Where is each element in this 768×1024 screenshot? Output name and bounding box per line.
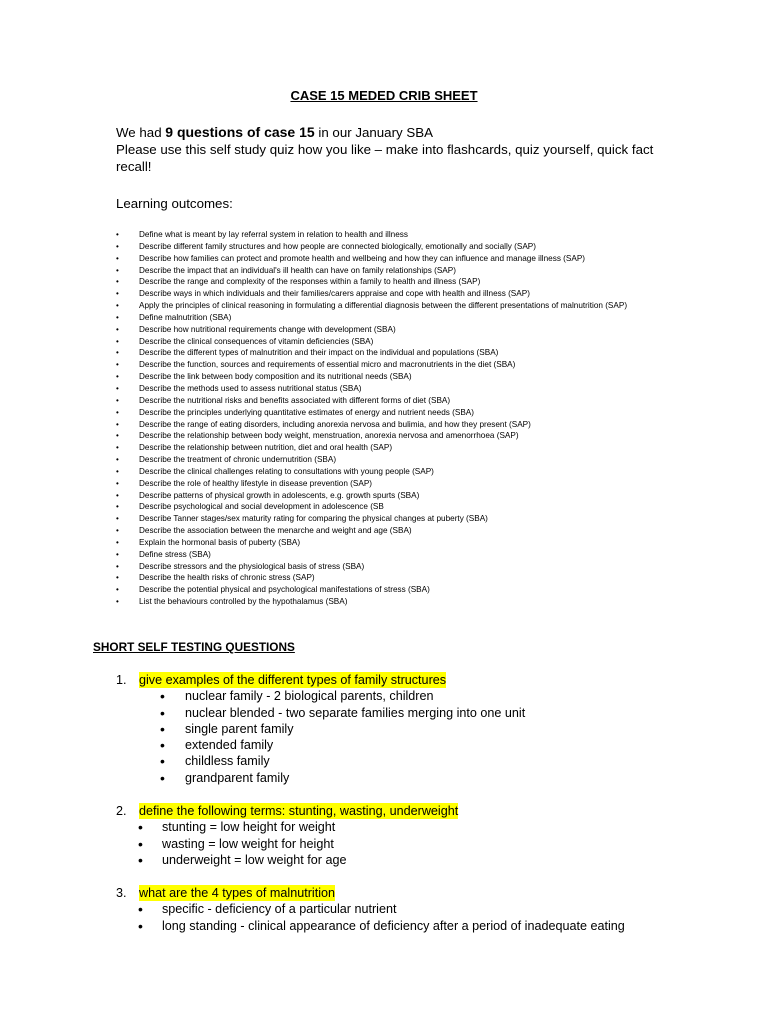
learning-outcome-item: • Define stress (SBA) (116, 549, 676, 561)
question-text: give examples of the different types of family structures (139, 673, 447, 687)
learning-outcome-item: • Describe the relationship between body weight, menstruation, anorexia nervosa and amenorrhoea (SAP) (116, 430, 676, 442)
learning-outcome-item: • Describe the clinical consequences of vitamin deficiencies (SBA) (116, 336, 676, 348)
learning-outcomes-list (116, 229, 676, 608)
short-self-testing-heading: SHORT SELF TESTING QUESTIONS (93, 640, 295, 654)
learning-outcome-item: • Describe the clinical challenges relating to consultations with young people (SAP) (116, 466, 676, 478)
answer-item: • extended family (116, 737, 716, 753)
intro-text (116, 124, 676, 175)
intro-line2: Please use this self study quiz how you like – make into flashcards, quiz yourself, quick fact recall! (116, 142, 654, 174)
question-number: 1. (116, 673, 127, 687)
learning-outcome-item: • Describe psychological and social development in adolescence (SB (116, 501, 676, 513)
answer-list (116, 688, 716, 786)
learning-outcome-item: • Describe the methods used to assess nutritional status (SBA) (116, 383, 676, 395)
learning-outcome-item: • Describe the function, sources and requirements of essential micro and macronutrients in the diet (SBA) (116, 359, 676, 371)
learning-outcome-item: • Apply the principles of clinical reasoning in formulating a differential diagnosis between the different presentations of malnutrition (SAP) (116, 300, 676, 312)
learning-outcome-item: • Describe different family structures and how people are connected biologically, emotionally and socially (SAP) (116, 241, 676, 253)
answer-item: • wasting = low weight for height (116, 836, 716, 852)
intro-post: in our January SBA (314, 125, 433, 140)
page-title: CASE 15 MEDED CRIB SHEET (290, 88, 478, 103)
question-number: 2. (116, 804, 127, 818)
learning-outcomes-heading: Learning outcomes: (116, 196, 233, 211)
learning-outcome-item: • Describe the range of eating disorders, including anorexia nervosa and bulimia, and how they present (SAP) (116, 419, 676, 431)
learning-outcome-item: • Describe the impact that an individual's ill health can have on family relationships (SAP) (116, 265, 676, 277)
answer-item: • single parent family (116, 721, 716, 737)
learning-outcome-item: • List the behaviours controlled by the hypothalamus (SBA) (116, 596, 676, 608)
learning-outcome-item: • Describe the principles underlying quantitative estimates of energy and nutrient needs (SBA) (116, 407, 676, 419)
learning-outcome-item: • Describe the range and complexity of the responses within a family to health and illness (SAP) (116, 276, 676, 288)
answer-item: • grandparent family (116, 770, 716, 786)
learning-outcome-item: • Describe the nutritional risks and benefits associated with different forms of diet (SBA) (116, 395, 676, 407)
learning-outcome-item: • Explain the hormonal basis of puberty (SBA) (116, 537, 676, 549)
question-1 (116, 672, 716, 786)
answer-list (116, 819, 716, 868)
learning-outcome-item: • Describe how nutritional requirements change with development (SBA) (116, 324, 676, 336)
answer-item: • nuclear blended - two separate families merging into one unit (116, 705, 716, 721)
answer-item: • stunting = low height for weight (116, 819, 716, 835)
learning-outcome-item: • Describe the different types of malnutrition and their impact on the individual and populations (SBA) (116, 347, 676, 359)
learning-outcome-item: • Describe the health risks of chronic stress (SAP) (116, 572, 676, 584)
question-3 (116, 885, 736, 934)
learning-outcome-item: • Describe Tanner stages/sex maturity rating for comparing the physical changes at puberty (SBA) (116, 513, 676, 525)
learning-outcome-item: • Describe the association between the menarche and weight and age (SBA) (116, 525, 676, 537)
learning-outcome-item: • Describe stressors and the physiological basis of stress (SBA) (116, 561, 676, 573)
learning-outcome-item: • Describe ways in which individuals and their families/carers appraise and cope with health and illness (SAP) (116, 288, 676, 300)
answer-item: • long standing - clinical appearance of deficiency after a period of inadequate eating (116, 918, 736, 934)
learning-outcome-item: • Describe the relationship between nutrition, diet and oral health (SAP) (116, 442, 676, 454)
learning-outcome-item: • Describe how families can protect and promote health and wellbeing and how they can influence and manage illness (SAP) (116, 253, 676, 265)
learning-outcome-item: • Describe the role of healthy lifestyle in disease prevention (SAP) (116, 478, 676, 490)
learning-outcome-item: • Describe patterns of physical growth in adolescents, e.g. growth spurts (SBA) (116, 490, 676, 502)
learning-outcome-item: • Describe the treatment of chronic undernutrition (SBA) (116, 454, 676, 466)
answer-item: • underweight = low weight for age (116, 852, 716, 868)
question-text: define the following terms: stunting, wasting, underweight (139, 804, 459, 818)
intro-bold: 9 questions of case 15 (165, 124, 315, 140)
learning-outcome-item: • Define malnutrition (SBA) (116, 312, 676, 324)
answer-item: • nuclear family - 2 biological parents, children (116, 688, 716, 704)
answer-list (116, 901, 736, 934)
question-2 (116, 803, 716, 868)
intro-pre: We had (116, 125, 166, 140)
learning-outcome-item: • Describe the link between body composition and its nutritional needs (SBA) (116, 371, 676, 383)
learning-outcome-item: • Define what is meant by lay referral system in relation to health and illness (116, 229, 676, 241)
answer-item: • specific - deficiency of a particular nutrient (116, 901, 736, 917)
learning-outcome-item: • Describe the potential physical and psychological manifestations of stress (SBA) (116, 584, 676, 596)
question-number: 3. (116, 886, 127, 900)
answer-item: • childless family (116, 753, 716, 769)
question-text: what are the 4 types of malnutrition (139, 886, 336, 900)
